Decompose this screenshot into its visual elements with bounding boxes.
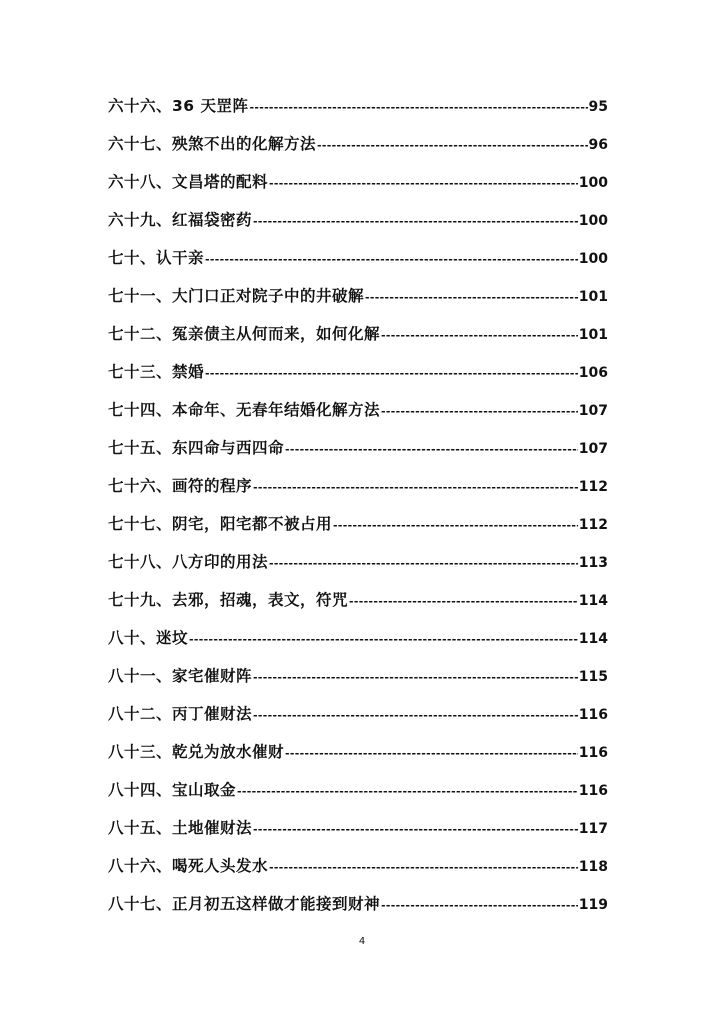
dot-leader bbox=[205, 362, 578, 386]
dot-leader bbox=[249, 96, 587, 120]
dot-leader bbox=[285, 438, 578, 462]
toc-entry-page: 112 bbox=[578, 517, 608, 533]
dot-leader bbox=[205, 248, 578, 272]
toc-entry[interactable] bbox=[108, 816, 608, 854]
toc-entry-page: 107 bbox=[578, 441, 608, 457]
toc-entry-title: 六十七、殃煞不出的化解方法 bbox=[108, 135, 317, 153]
dot-leader bbox=[365, 286, 578, 310]
toc-entry-page: 106 bbox=[578, 365, 608, 381]
toc-entry[interactable] bbox=[108, 132, 608, 170]
toc-entry[interactable] bbox=[108, 892, 608, 930]
toc-entry-title: 七十一、大门口正对院子中的井破解 bbox=[108, 287, 365, 305]
dot-leader bbox=[349, 590, 578, 614]
toc-entry[interactable] bbox=[108, 664, 608, 702]
toc-entry[interactable] bbox=[108, 550, 608, 588]
toc-entry-title: 七十七、阴宅，阳宅都不被占用 bbox=[108, 515, 333, 533]
toc-entry-title: 八十七、正月初五这样做才能接到财神 bbox=[108, 895, 381, 913]
dot-leader bbox=[189, 628, 578, 652]
toc-entry-page: 107 bbox=[578, 403, 608, 419]
dot-leader bbox=[237, 780, 578, 804]
toc-entry-title: 七十二、冤亲债主从何而来，如何化解 bbox=[108, 325, 381, 343]
dot-leader bbox=[381, 400, 578, 424]
dot-leader bbox=[269, 552, 578, 576]
toc-entry-title: 八十二、丙丁催财法 bbox=[108, 705, 253, 723]
toc-entry-page: 101 bbox=[578, 289, 608, 305]
toc-entry-page: 112 bbox=[578, 479, 608, 495]
toc-entry[interactable] bbox=[108, 436, 608, 474]
toc-entry-title: 七十、认干亲 bbox=[108, 249, 205, 267]
toc-entry-page: 100 bbox=[578, 175, 608, 191]
toc-entry-page: 100 bbox=[578, 213, 608, 229]
toc-entry-title: 八十四、宝山取金 bbox=[108, 781, 237, 799]
toc-entry-page: 114 bbox=[578, 631, 608, 647]
dot-leader bbox=[269, 856, 578, 880]
toc-entry[interactable] bbox=[108, 740, 608, 778]
toc-entry-title: 八十六、喝死人头发水 bbox=[108, 857, 269, 875]
dot-leader bbox=[317, 134, 588, 158]
toc-entry-page: 114 bbox=[578, 593, 608, 609]
toc-entry-title: 七十四、本命年、无春年结婚化解方法 bbox=[108, 401, 381, 419]
toc-entry-title: 六十九、红福袋密药 bbox=[108, 211, 253, 229]
toc-entry-page: 100 bbox=[578, 251, 608, 267]
toc-entry-page: 118 bbox=[578, 859, 608, 875]
toc-entry-title: 八十一、家宅催财阵 bbox=[108, 667, 253, 685]
toc-entry-title: 七十八、八方印的用法 bbox=[108, 553, 269, 571]
toc-entry[interactable] bbox=[108, 322, 608, 360]
toc-entry[interactable] bbox=[108, 94, 608, 132]
toc-entry[interactable] bbox=[108, 208, 608, 246]
toc-entry-title: 七十五、东四命与西四命 bbox=[108, 439, 285, 457]
dot-leader bbox=[269, 172, 578, 196]
toc-entry-page: 117 bbox=[578, 821, 608, 837]
page-number: 4 bbox=[358, 936, 366, 947]
dot-leader bbox=[333, 514, 578, 538]
toc-entry[interactable] bbox=[108, 246, 608, 284]
toc-entry-title: 八十五、土地催财法 bbox=[108, 819, 253, 837]
toc-entry[interactable] bbox=[108, 360, 608, 398]
toc-entry[interactable] bbox=[108, 702, 608, 740]
toc-entry-page: 115 bbox=[578, 669, 608, 685]
dot-leader bbox=[381, 324, 578, 348]
toc-entry-page: 116 bbox=[578, 745, 608, 761]
dot-leader bbox=[253, 210, 578, 234]
toc-entry-title: 七十九、去邪，招魂，表文，符咒 bbox=[108, 591, 349, 609]
dot-leader bbox=[253, 666, 578, 690]
toc-entry[interactable] bbox=[108, 588, 608, 626]
toc-entry[interactable] bbox=[108, 626, 608, 664]
dot-leader bbox=[381, 894, 578, 918]
toc-entry-page: 101 bbox=[578, 327, 608, 343]
toc-entry[interactable] bbox=[108, 398, 608, 436]
toc-entry[interactable] bbox=[108, 170, 608, 208]
toc-entry-page: 95 bbox=[588, 99, 608, 115]
toc-entry[interactable] bbox=[108, 474, 608, 512]
dot-leader bbox=[253, 704, 578, 728]
toc-entry-page: 96 bbox=[588, 137, 608, 153]
toc-entry-page: 113 bbox=[578, 555, 608, 571]
toc-entry-title: 八十、迷坟 bbox=[108, 629, 189, 647]
table-of-contents bbox=[108, 94, 608, 930]
toc-entry-title: 六十八、文昌塔的配料 bbox=[108, 173, 269, 191]
toc-entry-title: 七十三、禁婚 bbox=[108, 363, 205, 381]
dot-leader bbox=[253, 476, 578, 500]
toc-entry-page: 116 bbox=[578, 707, 608, 723]
toc-entry[interactable] bbox=[108, 284, 608, 322]
toc-entry-page: 116 bbox=[578, 783, 608, 799]
toc-entry[interactable] bbox=[108, 778, 608, 816]
toc-entry-title: 八十三、乾兑为放水催财 bbox=[108, 743, 285, 761]
toc-entry[interactable] bbox=[108, 512, 608, 550]
toc-entry[interactable] bbox=[108, 854, 608, 892]
dot-leader bbox=[253, 818, 578, 842]
toc-entry-title: 七十六、画符的程序 bbox=[108, 477, 253, 495]
toc-entry-title: 六十六、36 天罡阵 bbox=[108, 97, 249, 115]
toc-entry-page: 119 bbox=[578, 897, 608, 913]
dot-leader bbox=[285, 742, 578, 766]
